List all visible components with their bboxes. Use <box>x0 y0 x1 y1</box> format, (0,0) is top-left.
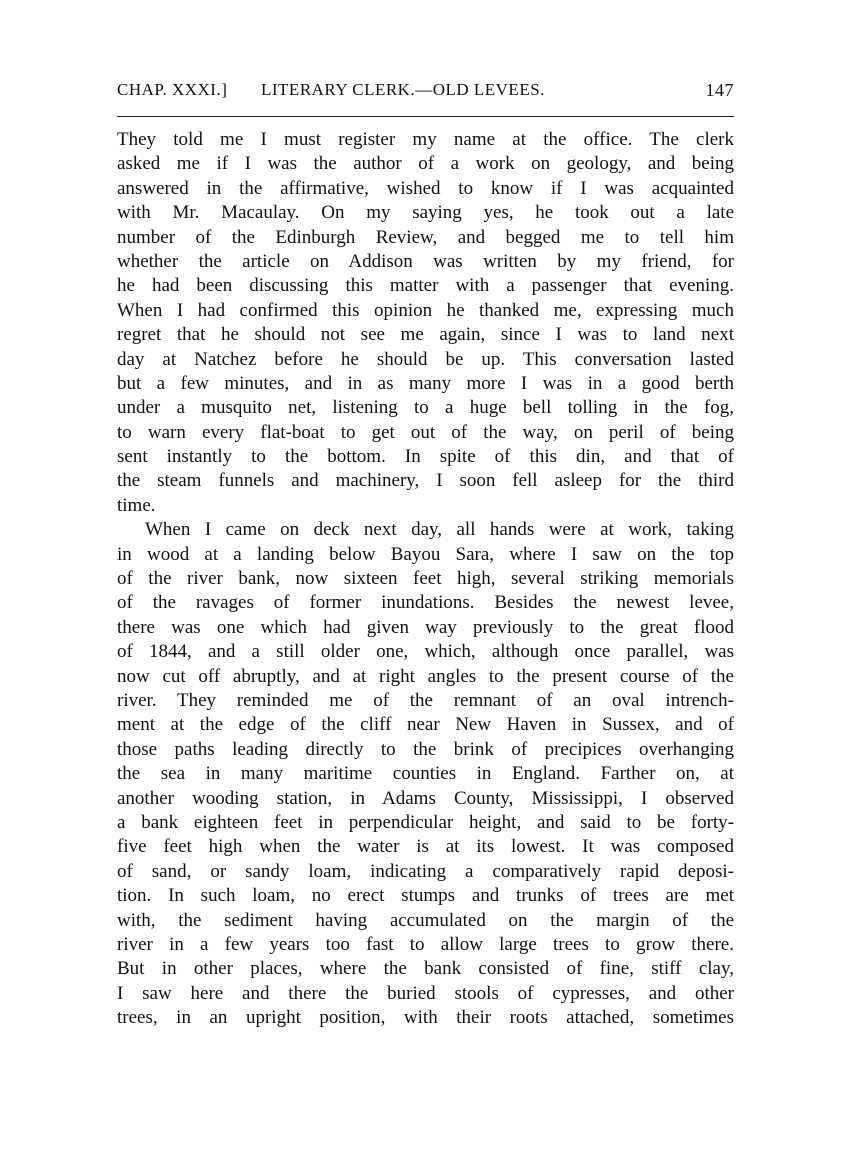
text-line: asked me if I was the author of a work on geology, and being <box>117 153 734 175</box>
body-text <box>117 128 734 1030</box>
running-head <box>117 80 734 104</box>
text-line: with, the sediment having accumulated on the margin of the <box>117 909 734 931</box>
header-rule <box>117 116 734 117</box>
text-line: of 1844, and a still older one, which, although once parallel, was <box>117 641 734 663</box>
text-line: trees, in an upright position, with their roots attached, sometimes <box>117 1007 734 1029</box>
page-number: 147 <box>705 80 734 100</box>
text-line: answered in the affirmative, wished to know if I was acquainted <box>117 177 734 199</box>
text-line: in wood at a landing below Bayou Sara, where I saw on the top <box>117 543 734 565</box>
running-title: LITERARY CLERK.—OLD LEVEES. <box>261 80 545 99</box>
text-line: to warn every flat-boat to get out of the way, on peril of being <box>117 421 734 443</box>
chapter-reference: CHAP. XXXI.] <box>117 80 228 99</box>
text-line: But in other places, where the bank consisted of fine, stiff clay, <box>117 958 734 980</box>
text-line: day at Natchez before he should be up. This conversation lasted <box>117 348 734 370</box>
text-line: with Mr. Macaulay. On my saying yes, he took out a late <box>117 202 734 224</box>
text-line: river in a few years too fast to allow large trees to grow there. <box>117 933 734 955</box>
text-line: time. <box>117 494 156 516</box>
text-line: sent instantly to the bottom. In spite of this din, and that of <box>117 446 734 468</box>
text-line: number of the Edinburgh Review, and begged me to tell him <box>117 226 734 248</box>
text-line: ment at the edge of the cliff near New Haven in Sussex, and of <box>117 714 734 736</box>
text-line: When I had confirmed this opinion he thanked me, expressing much <box>117 299 734 321</box>
text-line: those paths leading directly to the brink of precipices overhanging <box>117 738 734 760</box>
text-line: regret that he should not see me again, since I was to land next <box>117 324 734 346</box>
text-line: of the ravages of former inundations. Besides the newest levee, <box>117 592 734 614</box>
text-line: another wooding station, in Adams County, Mississippi, I observed <box>117 787 734 809</box>
text-line: the sea in many maritime counties in England. Farther on, at <box>117 763 734 785</box>
text-line: whether the article on Addison was written by my friend, for <box>117 250 734 272</box>
text-line: of sand, or sandy loam, indicating a comparatively rapid deposi- <box>117 860 734 882</box>
text-line: I saw here and there the buried stools of cypresses, and other <box>117 982 734 1004</box>
text-line: but a few minutes, and in as many more I was in a good berth <box>117 372 734 394</box>
text-line: river. They reminded me of the remnant of an oval intrench- <box>117 689 734 711</box>
text-line: tion. In such loam, no erect stumps and trunks of trees are met <box>117 885 734 907</box>
text-line: under a musquito net, listening to a huge bell tolling in the fog, <box>117 397 734 419</box>
text-line: the steam funnels and machinery, I soon fell asleep for the third <box>117 470 734 492</box>
text-line: a bank eighteen feet in perpendicular height, and said to be forty- <box>117 811 734 833</box>
text-line: When I came on deck next day, all hands were at work, taking <box>145 519 734 541</box>
text-line: there was one which had given way previously to the great flood <box>117 616 734 638</box>
text-line: now cut off abruptly, and at right angles to the present course of the <box>117 665 734 687</box>
text-line: he had been discussing this matter with a passenger that evening. <box>117 275 734 297</box>
text-line: of the river bank, now sixteen feet high, several striking memorials <box>117 568 734 590</box>
text-line: five feet high when the water is at its lowest. It was composed <box>117 836 734 858</box>
text-line: They told me I must register my name at the office. The clerk <box>117 129 734 150</box>
